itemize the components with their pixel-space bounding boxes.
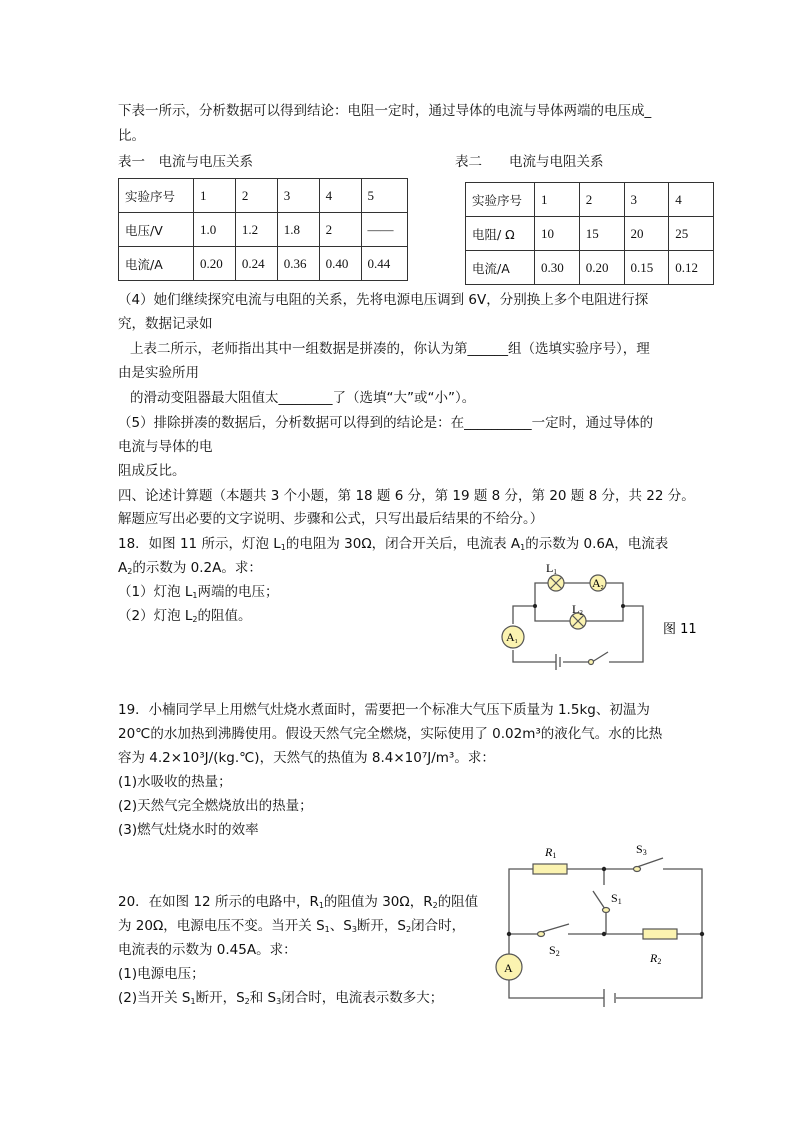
subscript: 3 [351,925,357,934]
row-header: 实验序号 [119,179,194,213]
switch-s1-icon [603,908,610,913]
subscript: 2 [406,925,412,934]
svg-text:L1: L1 [546,561,557,576]
subscript: 1 [192,591,198,600]
text-segment: 的阻值为 30Ω，R [323,894,433,910]
row-header: 电流/A [466,251,535,285]
text-segment: 20℃的水加热到沸腾使用。假设天然气完全燃烧，实际使用了 0.02m³的液化气。水的比热 [118,726,663,742]
table-cell: 1.2 [235,213,277,247]
table-cell: 2 [235,179,277,213]
subscript: 2 [127,567,133,576]
table-cell: 0.20 [194,247,236,281]
table-cell: 1 [194,179,236,213]
switch-s3-icon [634,867,641,872]
text-segment: 究，数据记录如 [118,316,213,332]
text-segment: 为 20Ω，电源电压不变。当开关 S [118,918,325,934]
subscript: 2 [244,997,250,1006]
text-segment: 断开，S [356,918,406,934]
svg-text:A1: A1 [506,630,518,645]
row-header: 电压/V [119,213,194,247]
table-cell: 2 [579,183,624,217]
table1-caption: 表一 电流与电压关系 [118,154,253,170]
svg-text:L2: L2 [572,602,583,617]
text-segment: 20．在如图 12 所示的电路中，R [118,894,319,910]
table-cell: 2 [319,213,361,247]
table-cell: 10 [535,217,580,251]
table-cell: 25 [669,217,714,251]
table-cell: 0.40 [319,247,361,281]
table-cell: 20 [624,217,669,251]
text-segment: (2)当开关 S [118,990,191,1006]
table-cell: 0.12 [669,251,714,285]
text-segment: (2)天然气完全燃烧放出的热量； [118,798,313,814]
table-cell: 0.44 [361,247,408,281]
row-header: 电阻/ Ω [466,217,535,251]
text-segment: 容为 4.2×10³J/(kg.℃)，天然气的热值为 8.4×10⁷J/m³。求： [118,750,495,766]
resistor-r1-icon [533,864,567,874]
table-cell: 0.20 [579,251,624,285]
text-segment: 19．小楠同学早上用燃气灶烧水煮面时，需要把一个标准大气压下质量为 1.5kg、初温为 [118,702,650,718]
text-segment: 下表一所示，分析数据可以得到结论：电阻一定时，通过导体的电流与导体两端的电压成_ [118,103,652,119]
figure-11-caption: 图 11 [663,622,697,637]
text-segment: (1)电源电压； [118,966,205,982]
text-segment: 的阻值。 [197,608,252,624]
subscript: 3 [276,997,282,1006]
row-header: 实验序号 [466,183,535,217]
table-cell: 0.30 [535,251,580,285]
text-segment: （5）排除拼凑的数据后，分析数据可以得到的结论是：在__________一定时，通过导体的 [118,415,654,431]
text-segment: (1)水吸收的热量； [118,774,232,790]
text-segment: 的示数为 0.2A。求： [132,560,262,576]
table-cell: 15 [579,217,624,251]
svg-text:R2: R2 [650,951,662,966]
svg-text:S1: S1 [611,891,622,906]
text-segment: 电流表的示数为 0.45A。求： [118,942,297,958]
text-segment: A [118,560,128,576]
table-cell: 0.15 [624,251,669,285]
subscript: 1 [190,997,196,1006]
text-segment: 阻成反比。 [118,463,186,479]
table-cell: 0.24 [235,247,277,281]
table-cell: 4 [319,179,361,213]
text-segment: （4）她们继续探究电流与电阻的关系，先将电源电压调到 6V，分别换上多个电阻进行探 [118,292,649,308]
text-segment: 电流与导体的电 [118,439,213,455]
subscript: 2 [192,615,198,624]
text-segment: 上表二所示，老师指出其中一组数据是拼凑的，你认为第______组（选填实验序号），理 [130,341,650,357]
subscript: 1 [324,925,330,934]
subscript: 1 [520,543,526,552]
row-header: 电流/A [119,247,194,281]
switch-s2-icon [538,932,545,937]
table2-caption: 表二 电流与电阻关系 [455,154,604,170]
subscript: 2 [432,901,438,910]
text-segment: 四、论述计算题（本题共 3 个小题，第 18 题 6 分，第 19 题 8 分，第 20 题 8 分，共 22 分。 [118,488,695,504]
text-segment: 和 S [249,990,277,1006]
text-segment: (3)燃气灶烧水时的效率 [118,822,259,838]
table-cell: 1.8 [277,213,319,247]
text-segment: 的电阻为 30Ω，闭合开关后，电流表 A [285,536,521,552]
text-segment: 的示数为 0.6A，电流表 [525,536,669,552]
table-cell: 1.0 [194,213,236,247]
svg-text:S2: S2 [549,943,560,958]
subscript: 1 [280,543,286,552]
table-cell: 1 [535,183,580,217]
svg-text:A: A [504,961,513,975]
text-segment: 的阻值 [437,894,479,910]
text-segment: 18．如图 11 所示，灯泡 L [118,536,281,552]
table-cell: —— [361,213,408,247]
text-segment: 的滑动变阻器最大阻值太________了（选填“大”或“小”）。 [130,390,476,406]
table-cell: 3 [624,183,669,217]
text-segment: （1）灯泡 L [118,584,193,600]
text-segment: 断开，S [195,990,245,1006]
svg-text:A2: A2 [592,576,604,591]
text-segment: 两端的电压； [197,584,279,600]
table-cell: 5 [361,179,408,213]
svg-text:S3: S3 [636,842,647,857]
text-segment: 由是实验所用 [118,365,199,381]
text-segment: 解题应写出必要的文字说明、步骤和公式，只写出最后结果的不给分。） [118,511,544,527]
table-cell: 0.36 [277,247,319,281]
text-segment: 闭合时， [411,918,466,934]
table-cell: 4 [669,183,714,217]
svg-text:R1: R1 [545,845,557,860]
text-segment: 比。 [118,128,145,144]
table-cell: 3 [277,179,319,213]
subscript: 1 [318,901,324,910]
resistor-r2-icon [643,929,677,939]
text-segment: （2）灯泡 L [118,608,193,624]
text-segment: 、S [329,918,352,934]
text-segment: 闭合时，电流表示数多大； [281,990,444,1006]
